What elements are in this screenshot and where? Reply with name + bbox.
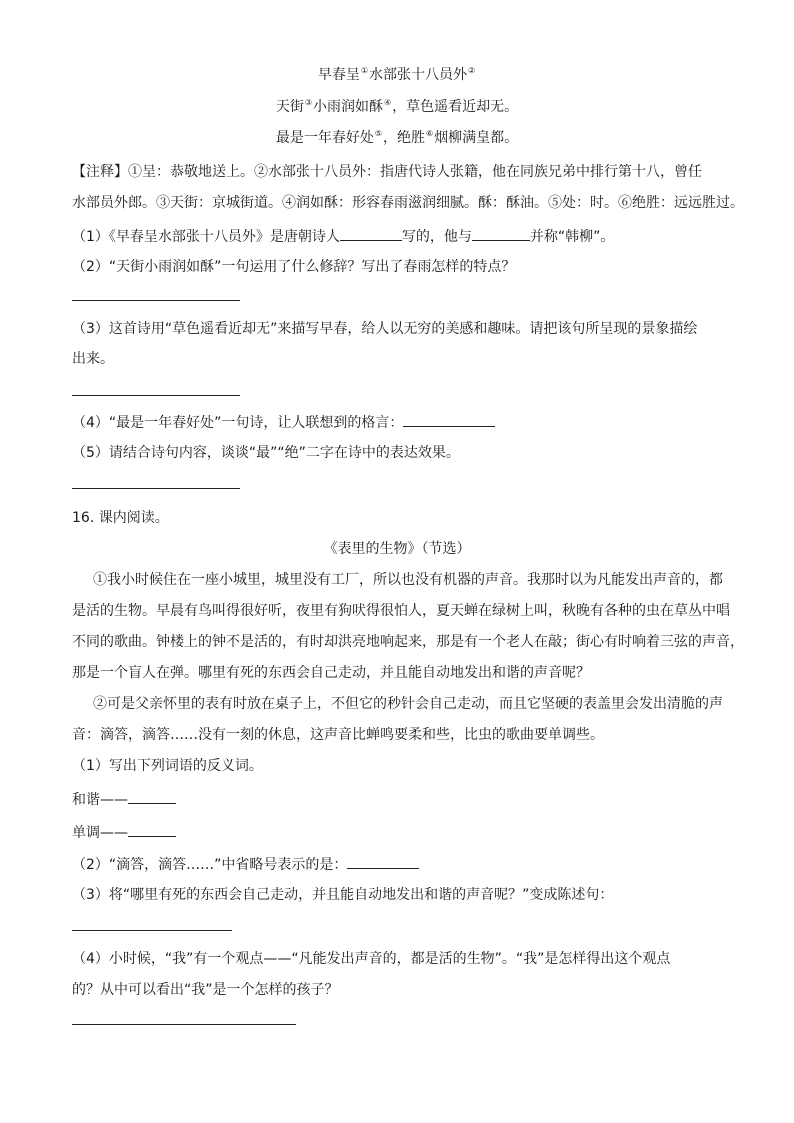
answer-blank[interactable] bbox=[128, 790, 176, 804]
answer-line[interactable] bbox=[72, 1023, 296, 1025]
footnote-marker: ③ bbox=[304, 98, 312, 107]
passage-p1-line-1: ①我小时候住在一座小城里，城里没有工厂，所以也没有机器的声音。我那时以为凡能发出声音的，都 bbox=[93, 572, 723, 588]
question-text: 写的，他与 bbox=[401, 229, 472, 245]
question-text: 并称“韩柳”。 bbox=[529, 229, 615, 245]
q16-question-1: （1）写出下列词语的反义词。 bbox=[72, 758, 263, 774]
poem-text: 小雨润如酥 bbox=[313, 99, 383, 115]
q16-question-3: （3）将“哪里有死的东西会自己走动，并且能自动地发出和谐的声音呢？”变成陈述句： bbox=[72, 887, 614, 903]
antonym-item-2 bbox=[72, 823, 176, 842]
q15-question-3-line-1: （3）这首诗用“草色遥看近却无”来描写早春，给人以无穷的美感和趣味。请把该句所呈现的景象描绘 bbox=[72, 321, 698, 337]
antonym-item-1 bbox=[72, 790, 176, 809]
poem-text: 烟柳满皇都。 bbox=[434, 130, 519, 146]
poem-text: 天街 bbox=[275, 99, 304, 115]
q16-question-2 bbox=[72, 855, 419, 874]
passage-p1-line-2: 是活的生物。早晨有鸟叫得很好听，夜里有狗吠得很怕人，夏天蝉在绿树上叫，秋晚有各种的虫在草丛中唱 bbox=[72, 603, 730, 619]
passage-p2-line-2: 音：滴答，滴答……没有一刻的休息，这声音比蝉鸣要柔和些，比虫的歌曲要单调些。 bbox=[72, 727, 604, 743]
question-text: （4）“最是一年春好处”一句诗，让人联想到的格言： bbox=[72, 415, 404, 431]
answer-blank[interactable] bbox=[403, 413, 495, 427]
answer-line[interactable] bbox=[72, 487, 240, 489]
answer-blank[interactable] bbox=[128, 823, 176, 837]
answer-blank[interactable] bbox=[347, 855, 419, 869]
q15-question-5: （5）请结合诗句内容，谈谈“最”“绝”二字在诗中的表达效果。 bbox=[72, 445, 460, 461]
poem-line-2 bbox=[0, 129, 794, 149]
answer-blank[interactable] bbox=[340, 227, 402, 241]
poem-text: ，草色遥看近却无。 bbox=[392, 99, 519, 115]
question-text: （2）“滴答，滴答……”中省略号表示的是： bbox=[72, 857, 348, 873]
answer-line[interactable] bbox=[72, 394, 240, 396]
footnote-marker: ⑥ bbox=[426, 129, 434, 138]
footnote-marker: ⑤ bbox=[374, 129, 382, 138]
passage-p1-line-4: 那是一个盲人在弹。哪里有死的东西会自己走动，并且能自动地发出和谐的声音呢？ bbox=[72, 665, 590, 681]
antonym-word: 单调—— bbox=[72, 825, 128, 841]
poem-title-part: 早春呈 bbox=[317, 67, 360, 83]
footnote-marker: ② bbox=[468, 66, 476, 75]
question-text: （1）《早春呈水部张十八员外》是唐朝诗人 bbox=[72, 229, 340, 245]
poem-line-1 bbox=[0, 98, 794, 118]
answer-line[interactable] bbox=[72, 299, 240, 301]
poem-title-part: 水部张十八员外 bbox=[369, 67, 467, 83]
poem-text: 最是一年春好处 bbox=[275, 130, 374, 146]
antonym-word: 和谐—— bbox=[72, 792, 128, 808]
q15-question-3-line-2: 出来。 bbox=[72, 351, 114, 367]
notes-line-1: 【注释】①呈：恭敬地送上。②水部张十八员外：指唐代诗人张籍，他在同族兄弟中排行第十八，曾任 bbox=[72, 164, 702, 180]
footnote-marker: ① bbox=[360, 66, 368, 75]
q15-question-4 bbox=[72, 413, 495, 432]
notes-line-2: 水部员外郎。③天街：京城街道。④润如酥：形容春雨滋润细腻。酥：酥油。⑤处：时。⑥绝胜：远远胜过。 bbox=[72, 195, 744, 211]
q16-question-4-line-1: （4）小时候，“我”有一个观点——“凡能发出声音的，都是活的生物”。“我”是怎样得出这个观点 bbox=[72, 951, 671, 967]
answer-blank[interactable] bbox=[472, 227, 530, 241]
footnote-marker: ④ bbox=[384, 98, 392, 107]
q16-question-4-line-2: 的？从中可以看出“我”是一个怎样的孩子？ bbox=[72, 982, 339, 998]
answer-line[interactable] bbox=[72, 929, 232, 931]
passage-title: 《表里的生物》（节选） bbox=[323, 541, 471, 557]
q15-question-1 bbox=[72, 227, 614, 246]
poem-title bbox=[0, 66, 794, 86]
q16-heading: 16. 课内阅读。 bbox=[72, 510, 169, 526]
passage-p1-line-3: 不同的歌曲。钟楼上的钟不是活的，有时却洪亮地响起来，那是有一个老人在敲；街心有时响着三弦的声音， bbox=[72, 634, 744, 650]
passage-p2-line-1: ②可是父亲怀里的表有时放在桌子上，不但它的秒针会自己走动，而且它坚硬的表盖里会发出清脆的声 bbox=[93, 696, 723, 712]
q15-question-2: （2）“天街小雨润如酥”一句运用了什么修辞？写出了春雨怎样的特点？ bbox=[72, 259, 516, 275]
poem-text: ，绝胜 bbox=[383, 130, 425, 146]
